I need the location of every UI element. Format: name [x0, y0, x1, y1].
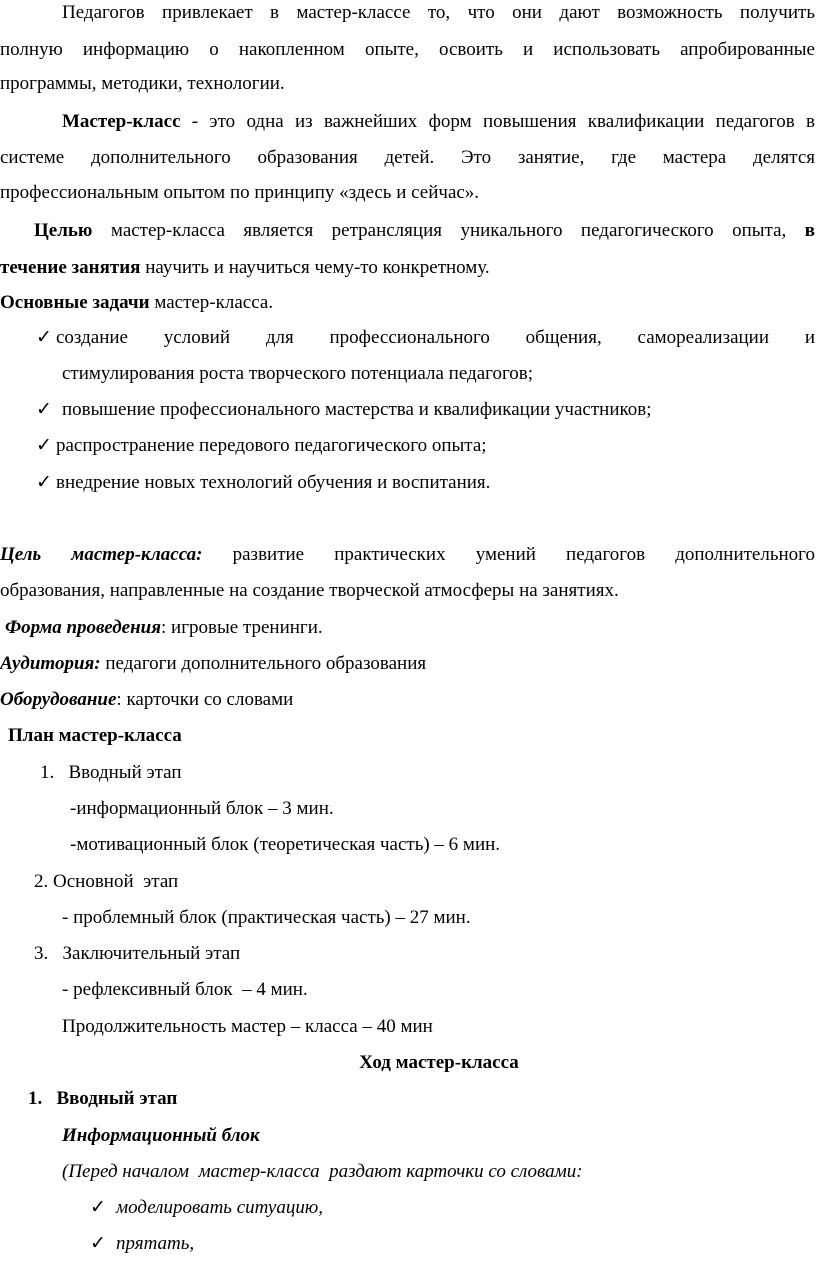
goal2-line-1 — [0, 537, 815, 572]
equipment-line — [0, 682, 293, 717]
goal2-line-1-rest: развитие практических умений педагогов дополнительного — [202, 544, 815, 565]
form-line — [5, 610, 323, 645]
goal-line-2 — [0, 250, 490, 285]
audience-term: Аудитория: — [0, 653, 101, 674]
plan-stage-1: 1. Вводный этап — [40, 762, 182, 783]
audience-rest: педагоги дополнительного образования — [100, 653, 427, 674]
task-item-1-text: создание условий для профессионального общения, самореализации и — [56, 327, 815, 348]
form-term: Форма проведения — [5, 617, 162, 638]
goal-term: Целью — [34, 220, 93, 241]
definition-line-1-rest: - это одна из важнейших форм повышения квалификации педагогов в — [180, 111, 815, 132]
goal-line-1-mid: мастер-класса является ретрансляция уникального педагогического опыта, — [92, 220, 805, 241]
course-card-1 — [90, 1190, 323, 1225]
intro-line-2: полную информацию о накопленном опыте, освоить и использовать апробированные — [0, 39, 815, 60]
goal-line-1 — [0, 213, 815, 248]
plan-stage-1-info: -информационный блок – 3 мин. — [70, 798, 334, 819]
equipment-rest: : карточки со словами — [116, 689, 294, 710]
task-item-2 — [36, 392, 652, 427]
checkmark-icon: ✓ — [90, 1197, 106, 1218]
plan-stage-3-reflection: - рефлексивный блок – 4 мин. — [62, 979, 308, 1000]
goal-line-1-bold-end: в — [804, 220, 815, 241]
checkmark-icon: ✓ — [36, 472, 52, 493]
goal-line-2-bold: течение занятия — [0, 257, 141, 278]
course-stage-1: 1. Вводный этап — [28, 1088, 178, 1109]
plan-heading: План мастер-класса — [8, 725, 182, 746]
course-info-block: Информационный блок — [62, 1125, 260, 1146]
course-note: (Перед началом мастер-класса раздают карточки со словами: — [62, 1161, 583, 1182]
course-card-2 — [90, 1226, 194, 1261]
plan-stage-2-problem: - проблемный блок (практическая часть) – 27 мин. — [62, 907, 471, 928]
definition-term: Мастер-класс — [62, 111, 181, 132]
course-card-2-text: прятать, — [116, 1233, 195, 1254]
checkmark-icon: ✓ — [36, 399, 52, 420]
task-item-4-text: внедрение новых технологий обучения и воспитания. — [56, 472, 491, 493]
definition-line-3: профессиональным опытом по принципу «здесь и сейчас». — [0, 182, 480, 203]
plan-stage-2: 2. Основной этап — [34, 871, 179, 892]
tasks-heading-rest: мастер-класса. — [149, 292, 274, 313]
task-item-3 — [36, 428, 487, 463]
tasks-heading — [0, 285, 273, 320]
plan-stage-3: 3. Заключительный этап — [34, 943, 241, 964]
audience-line — [0, 646, 426, 681]
course-card-1-text: моделировать ситуацию, — [116, 1197, 323, 1218]
intro-line-3: программы, методики, технологии. — [0, 73, 285, 94]
tasks-heading-term: Основные задачи — [0, 292, 150, 313]
task-item-2-text: повышение профессионального мастерства и квалификации участников; — [62, 399, 652, 420]
plan-duration: Продолжительность мастер – класса – 40 мин — [62, 1016, 433, 1037]
course-heading: Ход мастер-класса — [359, 1052, 519, 1073]
goal2-line-2: образования, направленные на создание творческой атмосферы на занятиях. — [0, 580, 619, 601]
checkmark-icon: ✓ — [36, 435, 52, 456]
plan-stage-1-motivation: -мотивационный блок (теоретическая часть) – 6 мин. — [70, 834, 501, 855]
equipment-term: Оборудование — [0, 689, 117, 710]
checkmark-icon: ✓ — [36, 327, 52, 348]
form-rest: : игровые тренинги. — [161, 617, 323, 638]
task-item-3-text: распространение передового педагогического опыта; — [56, 435, 487, 456]
checkmark-icon: ✓ — [90, 1233, 106, 1254]
definition-line-1 — [0, 104, 815, 139]
goal2-term: Цель мастер-класса: — [0, 544, 203, 565]
intro-line-1: Педагогов привлекает в мастер-классе то, что они дают возможность получить — [62, 2, 815, 23]
task-item-1 — [0, 320, 815, 355]
definition-line-2: системе дополнительного образования детей. Это занятие, где мастера делятся — [0, 147, 815, 168]
task-item-1-cont: стимулирования роста творческого потенциала педагогов; — [62, 363, 534, 384]
goal-line-2-rest: научить и научиться чему-то конкретному. — [140, 257, 490, 278]
task-item-4 — [36, 465, 490, 500]
